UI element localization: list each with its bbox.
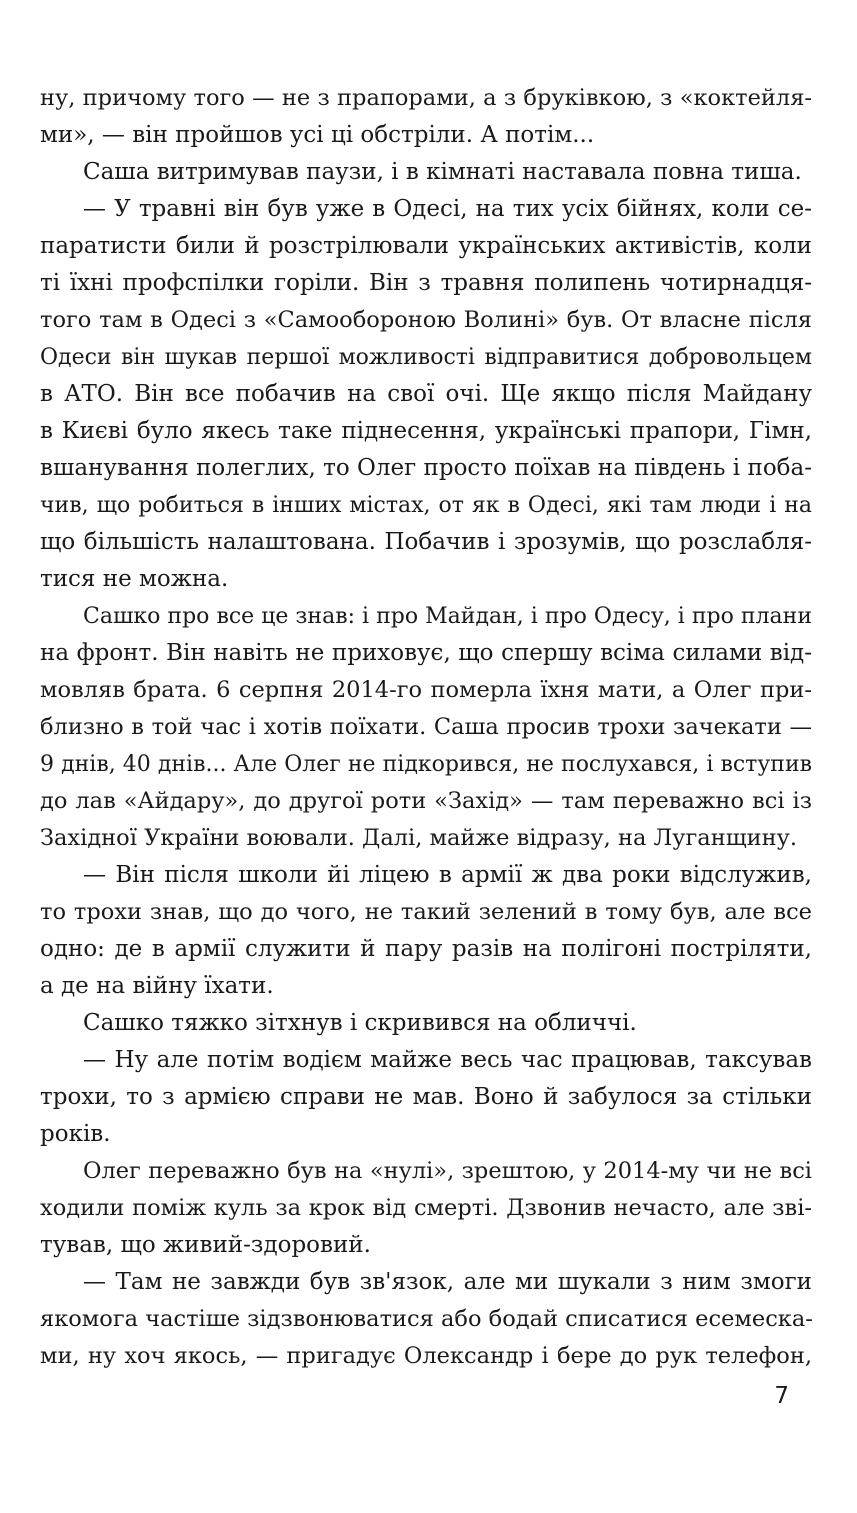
paragraph [40, 191, 812, 598]
text-line: ну, причому того — не з прапорами, а з бруківкою, з «коктейля- [40, 85, 812, 111]
text-line: — Він після школи йі ліцею в армії ж два роки відслужив, [83, 862, 812, 888]
paragraph [40, 1153, 812, 1264]
text-line: ті їхні профспілки горіли. Він з травня полипень чотирнадця- [40, 270, 812, 296]
text-line: в Києві було якесь таке піднесення, українські прапори, Гімн, [40, 418, 812, 444]
text-line: трохи, то з армією справи не мав. Воно й забулося за стільки [40, 1084, 812, 1110]
text-line: то трохи знав, що до чого, не такий зелений в тому був, але все [40, 899, 812, 925]
page-number: 7 [774, 1383, 789, 1409]
text-line: — У травні він був уже в Одесі, на тих усіх бійнях, коли се- [83, 196, 812, 222]
text-line: Одеси він шукав першої можливості відправитися добровольцем [40, 345, 812, 370]
text-line: якомога частіше зідзвонюватися або бодай списатися есемеска- [40, 1306, 813, 1332]
text-line: а де на війну їхати. [40, 973, 274, 999]
text-line: близно в той час і хотів поїхати. Саша просив трохи зачекати — [40, 714, 812, 740]
text-line: Олег переважно був на «нулі», зрештою, у 2014-му чи не всі [83, 1158, 812, 1184]
text-line: 9 днів, 40 днів... Але Олег не підкорився, не послухався, і вступив [40, 752, 812, 777]
text-line: тися не можна. [40, 566, 229, 592]
text-line: того там в Одесі з «Самообороною Волині» був. От власне після [40, 307, 812, 333]
text-line: Західної України воювали. Далі, майже відразу, на Луганщину. [40, 825, 798, 851]
text-line: Сашко тяжко зітхнув і скривився на обличчі. [83, 1010, 637, 1036]
text-line: вшанування полеглих, то Олег просто поїхав на південь і поба- [40, 455, 812, 481]
text-line: Саша витримував паузи, і в кімнаті наставала повна тиша. [83, 159, 802, 185]
text-line: років. [40, 1121, 111, 1147]
text-line: — Ну але потім водієм майже весь час працював, таксував [83, 1047, 812, 1073]
text-line: в АТО. Він все побачив на свої очі. Ще якщо після Майдану [40, 381, 812, 407]
paragraph [40, 1005, 812, 1042]
text-line: паратисти били й розстрілювали українських активістів, коли [40, 233, 812, 259]
text-line: ми, ну хоч якось, — пригадує Олександр і бере до рук телефон, [40, 1343, 812, 1369]
text-line: чив, що робиться в інших містах, от як в Одесі, які там люди і на [40, 493, 812, 518]
text-line: — Там не завжди був зв'язок, але ми шукали з ним змоги [83, 1269, 812, 1295]
paragraph [40, 1264, 812, 1375]
text-line: тував, що живий-здоровий. [40, 1232, 371, 1258]
paragraph [40, 154, 812, 191]
text-line: одно: де в армії служити й пару разів на полігоні постріляти, [40, 936, 812, 962]
text-line: ми», — він пройшов усі ці обстріли. А потім... [40, 122, 595, 148]
text-line: Сашко про все це знав: і про Майдан, і про Одесу, і про плани [83, 604, 812, 629]
text-line: ходили поміж куль за крок від смерті. Дзвонив нечасто, але зві- [40, 1195, 812, 1221]
paragraph [40, 598, 812, 857]
text-line: до лав «Айдару», до другої роти «Захід» — там переважно всі із [40, 788, 812, 814]
page-body [40, 80, 812, 1375]
text-line: що більшість налаштована. Побачив і зрозумів, що розслабля- [40, 529, 812, 555]
paragraph [40, 80, 812, 154]
paragraph [40, 1042, 812, 1153]
paragraph [40, 857, 812, 1005]
text-line: мовляв брата. 6 серпня 2014-го померла їхня мати, а Олег при- [40, 677, 812, 703]
text-line: на фронт. Він навіть не приховує, що спершу всіма силами від- [40, 640, 812, 666]
